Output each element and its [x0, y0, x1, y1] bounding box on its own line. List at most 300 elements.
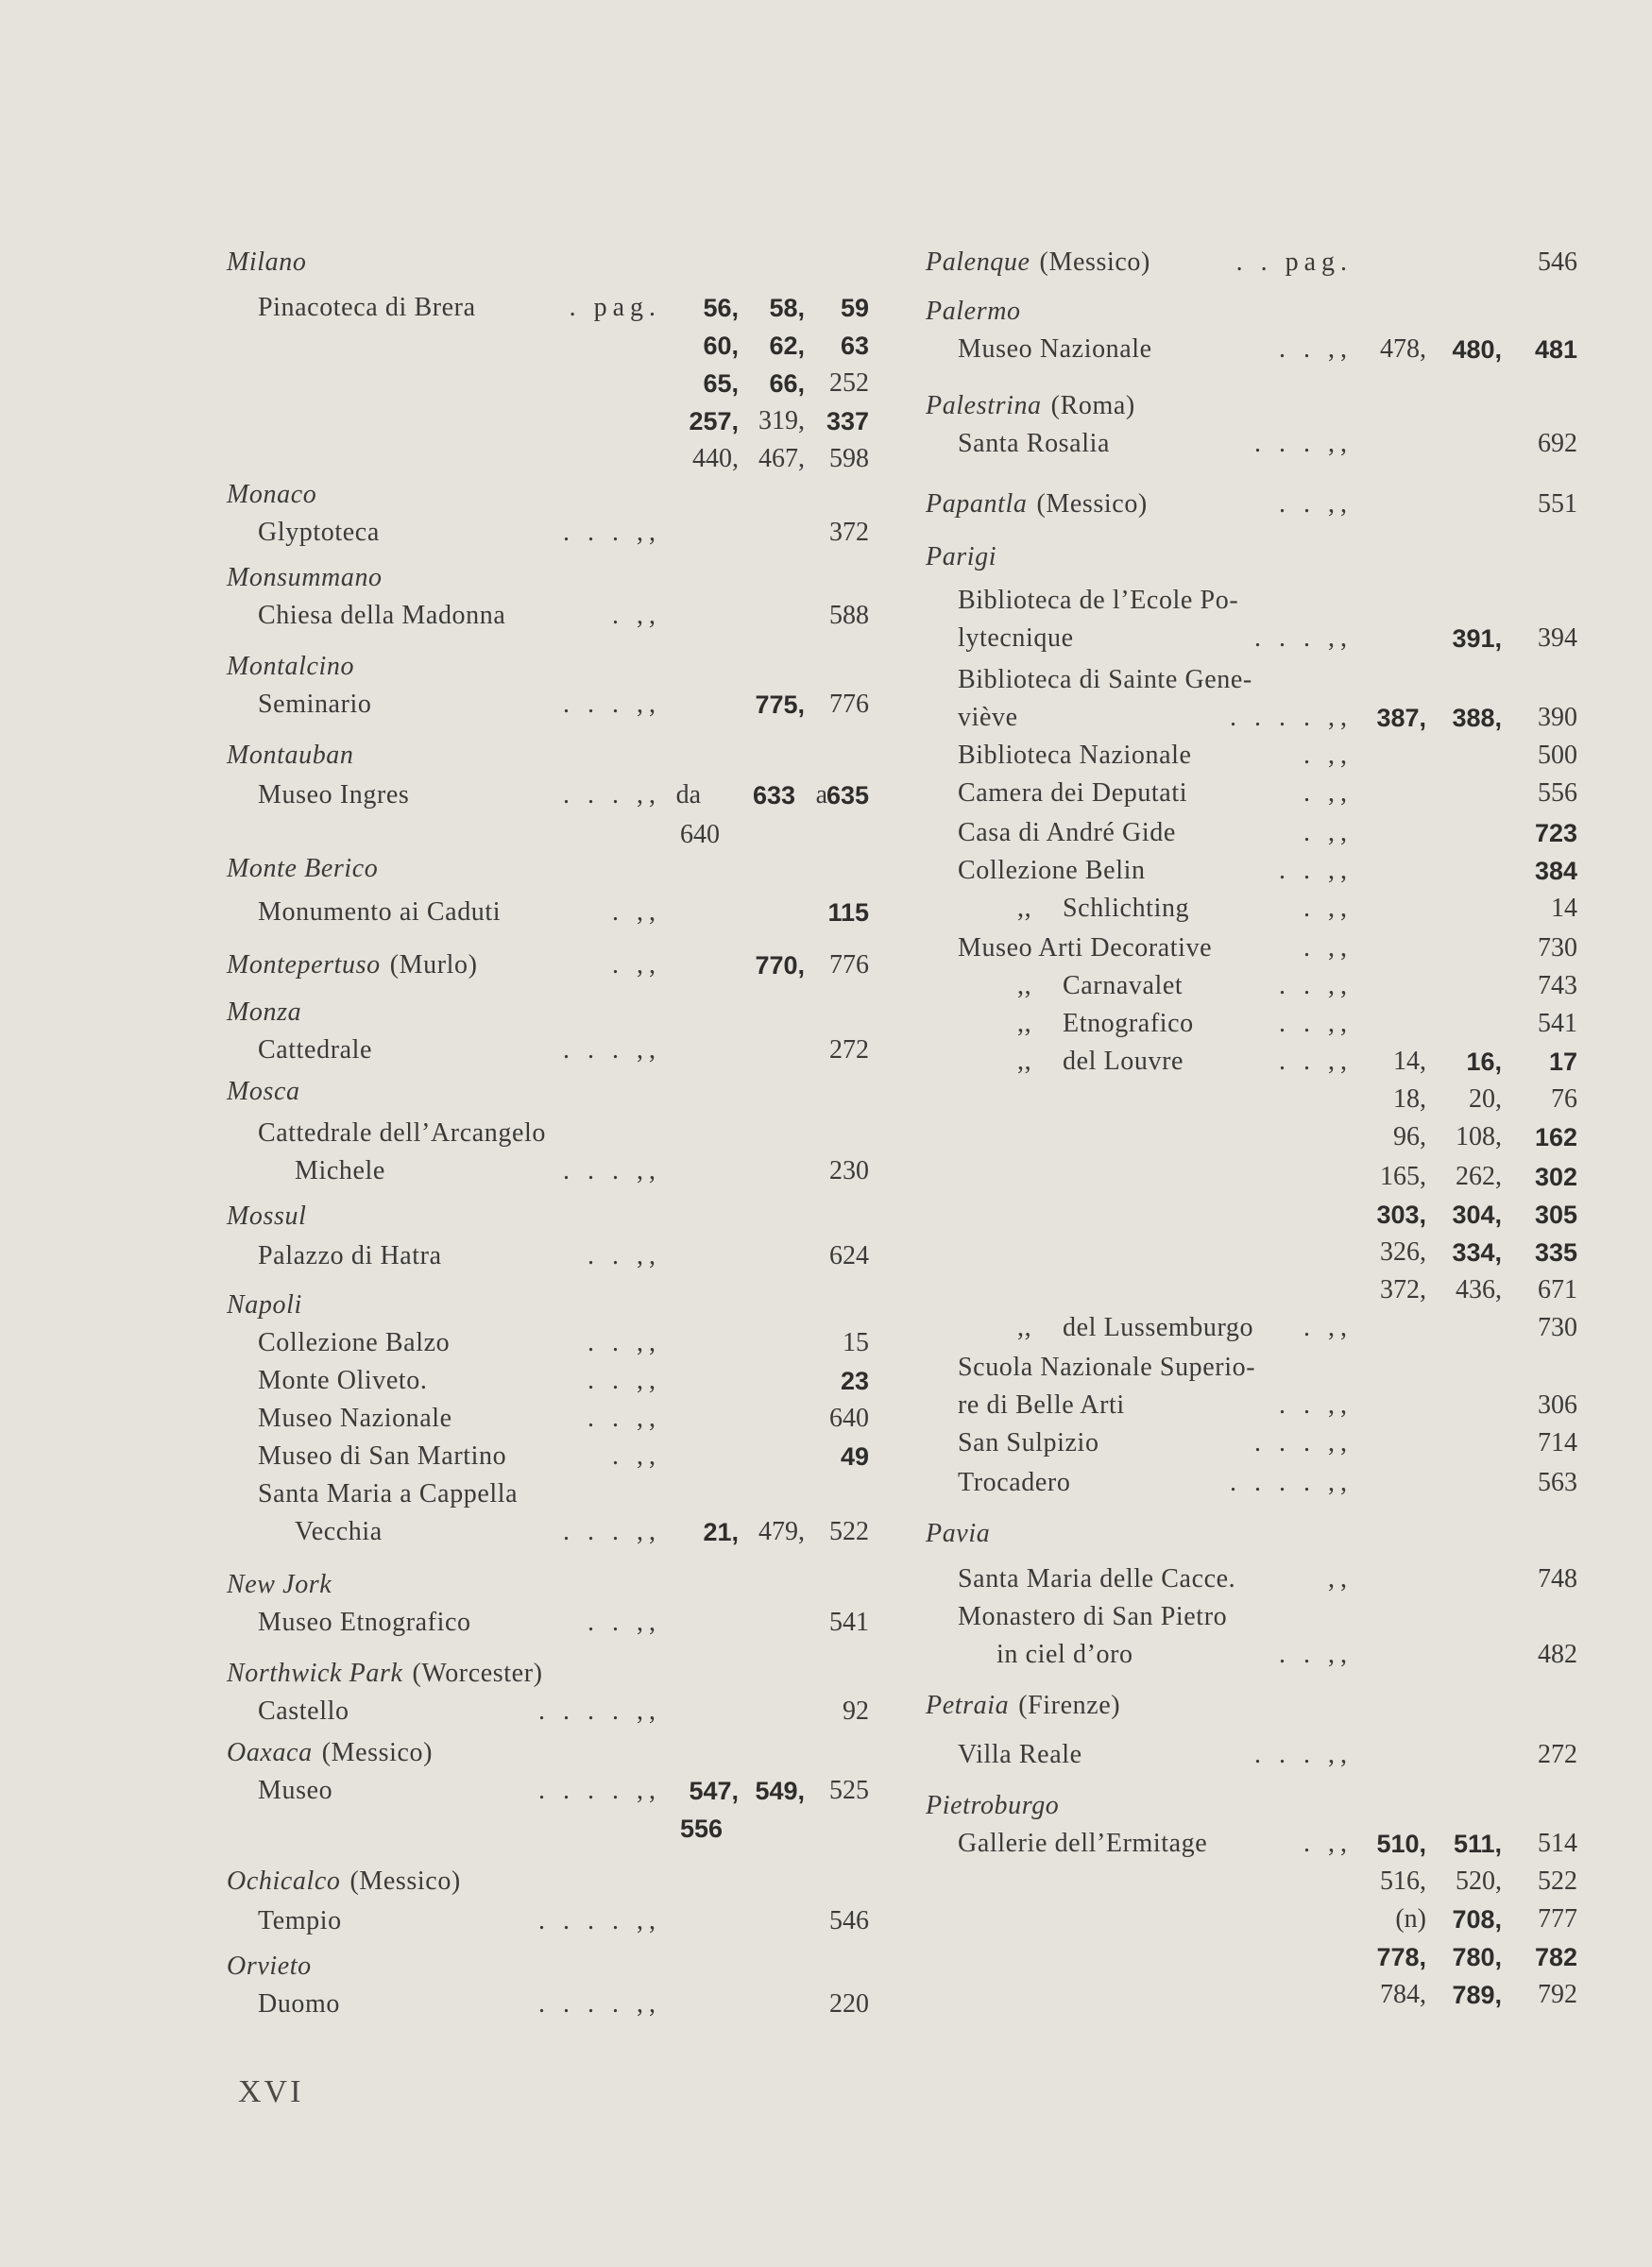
page-number: 546 — [829, 1906, 869, 1935]
entry-name: Scuola Nazionale Superio- — [958, 1353, 1256, 1382]
leader-dots: . ,, — [612, 950, 661, 980]
index-entry — [258, 289, 476, 327]
entry-name: Carnavalet — [1063, 971, 1184, 1000]
index-entry — [295, 1152, 385, 1190]
page-number: 326, — [1380, 1237, 1426, 1267]
index-entry — [958, 661, 1252, 699]
page-number: 372, — [1380, 1275, 1426, 1304]
page-number: 56, — [703, 294, 739, 322]
leader-dots: . . ,, — [1279, 1047, 1353, 1076]
index-entry — [958, 1349, 1255, 1387]
entry-name: Biblioteca de l’Ecole Po- — [958, 586, 1239, 615]
heading-name: Mosca — [227, 1077, 300, 1106]
entry-name: Santa Rosalia — [958, 429, 1110, 458]
index-entry — [958, 699, 1018, 737]
page-number: 481 — [1534, 335, 1577, 364]
index-heading — [227, 1655, 543, 1693]
page-number: 92 — [843, 1696, 869, 1726]
entry-name: Museo di San Martino — [258, 1441, 507, 1471]
index-entry — [1063, 1005, 1194, 1043]
page-number: 730 — [1538, 1313, 1577, 1342]
ditto-mark: ,, — [1017, 1009, 1032, 1038]
ditto-mark: ,, — [1017, 971, 1032, 1000]
page-number: 59 — [840, 294, 869, 322]
entry-name: Cattedrale dell’Arcangelo — [258, 1118, 546, 1148]
heading-name: Monte Berico — [227, 854, 379, 883]
page-number: 588 — [829, 601, 869, 630]
index-entry — [958, 1736, 1082, 1774]
index-heading — [227, 648, 354, 686]
page-number: 782 — [1534, 1943, 1577, 1971]
entry-name: Museo Ingres — [258, 780, 410, 810]
page-number: 23 — [840, 1367, 869, 1395]
page-number: 162 — [1534, 1123, 1577, 1151]
index-heading — [227, 244, 306, 281]
page-number: 624 — [829, 1241, 869, 1270]
page-number: 21, — [703, 1518, 739, 1546]
leader-dots: . . . . ,, — [538, 1776, 661, 1805]
heading-note: (Roma) — [1050, 391, 1135, 420]
page-number: 546 — [1538, 247, 1577, 277]
page-number: 49 — [840, 1442, 869, 1471]
page-folio: XVI — [238, 2074, 304, 2109]
heading-name: Napoli — [227, 1290, 302, 1320]
index-heading — [926, 387, 1135, 425]
leader-dots: . . . . ,, — [1230, 703, 1353, 732]
leader-dots: . . ,, — [588, 1241, 661, 1270]
entry-name: viève — [958, 703, 1018, 732]
page-number: 390 — [1538, 703, 1577, 732]
entry-name: Museo Nazionale — [958, 334, 1152, 364]
entry-name: Camera dei Deputati — [958, 778, 1188, 808]
index-heading — [926, 486, 1148, 523]
leader-dots: . . ,, — [1279, 489, 1353, 519]
index-entry — [958, 852, 1146, 890]
index-heading — [227, 994, 301, 1031]
page-number: 748 — [1538, 1564, 1577, 1594]
entry-name: Michele — [295, 1156, 385, 1185]
page-number: 479, — [758, 1517, 805, 1546]
heading-name: Monsummano — [227, 563, 383, 592]
index-entry — [958, 737, 1192, 775]
index-entry — [258, 1986, 340, 2023]
page-number: 335 — [1534, 1238, 1577, 1267]
page-number: 388, — [1452, 704, 1502, 732]
page-number: 478, — [1380, 334, 1426, 364]
leader-dots: . . ,, — [588, 1366, 661, 1395]
page-number: 770, — [755, 951, 805, 980]
page-number: 440, — [692, 444, 739, 473]
leader-dots: . . . ,, — [563, 1156, 661, 1185]
leader-dots: . pag. — [569, 293, 661, 322]
entry-name: Schlichting — [1063, 894, 1190, 923]
index-entry — [258, 894, 501, 931]
index-heading — [227, 1198, 307, 1236]
leader-dots: . . . ,, — [563, 690, 661, 719]
index-entry — [1063, 967, 1183, 1005]
index-entry — [258, 776, 409, 814]
leader-dots: . . ,, — [1279, 856, 1353, 885]
page-number: 780, — [1452, 1943, 1502, 1971]
leader-dots: . . . ,, — [563, 1035, 661, 1065]
page-number: 15 — [843, 1328, 869, 1357]
index-heading — [227, 1566, 332, 1604]
page-number: 522 — [829, 1517, 869, 1546]
heading-note: (Messico) — [349, 1866, 461, 1896]
leader-dots: . . ,, — [1279, 971, 1353, 1000]
leader-dots: . ,, — [1303, 741, 1353, 770]
entry-name: Tempio — [258, 1906, 342, 1935]
leader-dots: . . . ,, — [1254, 1428, 1353, 1457]
page-number: 62, — [769, 332, 805, 360]
entry-name: Monte Oliveto. — [258, 1366, 428, 1395]
index-entry — [258, 1604, 471, 1642]
leader-dots: . . ,, — [588, 1404, 661, 1433]
entry-name: Duomo — [258, 1989, 340, 2019]
page-number: 556 — [1538, 778, 1577, 808]
index-heading — [926, 538, 996, 576]
leader-dots: . ,, — [612, 601, 661, 630]
entry-name: Santa Maria delle Cacce. — [958, 1564, 1236, 1594]
page-number: 272 — [1538, 1740, 1577, 1769]
leader-dots: . . . . ,, — [538, 1989, 661, 2019]
page-number: 76 — [1551, 1084, 1577, 1114]
index-heading — [227, 559, 383, 597]
page-number: 394 — [1538, 623, 1577, 653]
page-number: 14, — [1393, 1047, 1426, 1076]
index-entry — [958, 1598, 1227, 1636]
page-number: 723 — [1534, 819, 1577, 847]
index-entry — [958, 620, 1074, 657]
page-number: 391, — [1452, 624, 1502, 653]
page-number: 252 — [829, 368, 869, 398]
leader-dots: . . pag. — [1235, 247, 1353, 277]
heading-name: Monza — [227, 997, 302, 1027]
leader-dots: . . ,, — [1279, 1009, 1353, 1038]
index-entry — [258, 1400, 452, 1438]
page-number: 319, — [758, 406, 805, 435]
index-entry — [258, 1902, 342, 1940]
entry-name: Collezione Belin — [958, 856, 1146, 885]
heading-name: Northwick Park — [227, 1659, 403, 1688]
heading-name: Pietroburgo — [926, 1791, 1060, 1820]
page-number: 511, — [1453, 1830, 1502, 1858]
index-heading — [227, 850, 378, 888]
index-entry — [958, 929, 1212, 967]
page-number: 743 — [1538, 971, 1577, 1000]
index-entry — [1063, 890, 1189, 928]
page-number: 692 — [1538, 429, 1577, 458]
entry-name: Glyptoteca — [258, 518, 380, 547]
leader-dots: . . ,, — [1279, 334, 1353, 364]
leader-dots: . ,, — [1303, 778, 1353, 808]
page-number: 387, — [1376, 704, 1426, 732]
heading-name: Orvieto — [227, 1952, 312, 1981]
index-heading — [926, 1515, 990, 1553]
heading-name: Ochicalco — [227, 1866, 341, 1896]
index-heading — [227, 1863, 461, 1901]
heading-name: New Jork — [227, 1570, 332, 1599]
page-number: 778, — [1376, 1943, 1426, 1971]
entry-name: Chiesa della Madonna — [258, 601, 506, 630]
ditto-mark: ,, — [1017, 1313, 1032, 1342]
page-number: 302 — [1534, 1163, 1577, 1191]
entry-name: Museo — [258, 1776, 333, 1805]
heading-name: Mossul — [227, 1202, 307, 1231]
entry-name: Etnografico — [1063, 1009, 1194, 1038]
leader-dots: . ,, — [612, 1441, 661, 1471]
entry-name: Trocadero — [958, 1468, 1071, 1497]
index-entry — [258, 1237, 442, 1275]
index-entry — [958, 582, 1238, 620]
leader-dots: . ,, — [1303, 933, 1353, 963]
index-entry — [258, 1438, 506, 1475]
index-entry — [258, 1324, 450, 1362]
page-number: 776 — [829, 950, 869, 980]
page-number: 16, — [1466, 1048, 1502, 1076]
entry-name: Museo Arti Decorative — [958, 933, 1213, 963]
entry-name: Casa di André Gide — [958, 818, 1176, 847]
entry-name: Vecchia — [295, 1517, 383, 1546]
page-number: 108, — [1456, 1122, 1502, 1151]
page-number: 547, — [689, 1777, 739, 1805]
page-number: 305 — [1534, 1201, 1577, 1229]
entry-name: Biblioteca Nazionale — [958, 741, 1192, 770]
page-number: 640 — [680, 820, 720, 849]
page-number: 776 — [829, 690, 869, 719]
page-number: 598 — [829, 444, 869, 473]
entry-name: Biblioteca di Sainte Gene- — [958, 665, 1252, 694]
page-number: 58, — [769, 294, 805, 322]
page-number: 514 — [1538, 1829, 1577, 1858]
index-heading — [227, 1948, 312, 1986]
index-entry — [958, 1387, 1125, 1424]
index-entry — [258, 686, 372, 724]
leader-dots: . ,, — [612, 897, 661, 927]
entry-name: Santa Maria a Cappella — [258, 1479, 519, 1508]
index-entry — [958, 1560, 1235, 1598]
leader-dots: . . . ,, — [563, 1517, 661, 1546]
heading-name: Petraia — [926, 1691, 1010, 1720]
index-heading — [227, 737, 354, 775]
page-number: 66, — [769, 369, 805, 398]
leader-dots: . . . ,, — [563, 780, 661, 810]
heading-name: Parigi — [926, 542, 997, 571]
page-number: 777 — [1538, 1904, 1577, 1934]
page-number: 18, — [1393, 1084, 1426, 1114]
page-number: 789, — [1452, 1981, 1502, 2009]
leader-dots: . ,, — [1303, 1829, 1353, 1858]
page-number: 220 — [829, 1989, 869, 2019]
heading-note: (Firenze) — [1018, 1691, 1121, 1720]
leader-dots: . . ,, — [588, 1608, 661, 1637]
index-entry — [258, 597, 505, 635]
index-entry — [1063, 1043, 1184, 1081]
entry-name: Collezione Balzo — [258, 1328, 451, 1357]
page-number: 467, — [758, 444, 805, 473]
heading-note: (Messico) — [1039, 247, 1150, 277]
heading-note: (Worcester) — [412, 1659, 543, 1688]
index-heading — [926, 1687, 1120, 1725]
entry-name: Seminario — [258, 690, 372, 719]
page-number: 306 — [1538, 1390, 1577, 1420]
leader-dots: ,, — [1328, 1564, 1353, 1594]
page-number: 372 — [829, 518, 869, 547]
page-number: 549, — [755, 1777, 805, 1805]
page-number: (n) — [1395, 1904, 1426, 1934]
heading-name: Montauban — [227, 741, 354, 770]
page-number: 525 — [829, 1776, 869, 1805]
entry-name: re di Belle Arti — [958, 1390, 1125, 1420]
index-entry — [958, 814, 1176, 852]
page-number: 541 — [1538, 1009, 1577, 1038]
page-number: 337 — [826, 407, 869, 435]
entry-name: Palazzo di Hatra — [258, 1241, 442, 1270]
page-number: 708, — [1452, 1905, 1502, 1934]
page-number: 262, — [1456, 1162, 1502, 1191]
heading-name: Pavia — [926, 1519, 991, 1548]
heading-name: Milano — [227, 247, 307, 277]
entry-name: Cattedrale — [258, 1035, 373, 1065]
entry-name: Monastero di San Pietro — [958, 1602, 1228, 1631]
index-entry — [258, 1115, 546, 1152]
page-number: 480, — [1452, 335, 1502, 364]
page-number: 115 — [827, 898, 869, 927]
entry-name: del Louvre — [1063, 1047, 1184, 1076]
page-number: 516, — [1380, 1866, 1426, 1896]
index-entry — [958, 331, 1152, 368]
heading-name: Montalcino — [227, 652, 355, 681]
page-number: 272 — [829, 1035, 869, 1065]
page-number: 551 — [1538, 489, 1577, 519]
leader-dots: . ,, — [1303, 1313, 1353, 1342]
page-number: 17 — [1548, 1048, 1577, 1076]
page-number: 230 — [829, 1156, 869, 1185]
page-number: da — [675, 780, 701, 810]
entry-name: Castello — [258, 1696, 349, 1726]
page-number: a — [815, 780, 827, 810]
index-heading — [926, 1787, 1059, 1825]
page-number: 384 — [1534, 857, 1577, 885]
index-entry — [295, 1513, 383, 1551]
entry-name: Monumento ai Caduti — [258, 897, 502, 927]
page-number: 522 — [1538, 1866, 1577, 1896]
entry-name: San Sulpizio — [958, 1428, 1099, 1457]
page-number: 65, — [703, 369, 739, 398]
heading-note: (Messico) — [321, 1738, 434, 1767]
index-entry — [958, 1424, 1099, 1462]
index-entry — [258, 1772, 332, 1810]
leader-dots: . . ,, — [588, 1328, 661, 1357]
page-number: 541 — [829, 1608, 869, 1637]
page-number: 500 — [1538, 741, 1577, 770]
entry-name: in ciel d’oro — [996, 1640, 1133, 1669]
index-entry — [1063, 1309, 1253, 1347]
index-entry — [258, 1693, 349, 1730]
leader-dots: . . . . ,, — [538, 1696, 661, 1726]
index-heading — [227, 1287, 302, 1324]
index-heading — [227, 476, 316, 514]
index-entry — [258, 514, 380, 552]
page-number: 635 — [826, 781, 869, 810]
heading-name: Montepertuso — [227, 950, 381, 980]
index-entry — [958, 1825, 1207, 1863]
entry-name: Museo Nazionale — [258, 1404, 452, 1433]
page-number: 436, — [1456, 1275, 1502, 1304]
index-heading — [227, 946, 478, 984]
page-number: 96, — [1393, 1122, 1426, 1151]
heading-name: Palestrina — [926, 391, 1042, 420]
leader-dots: . . . ,, — [563, 518, 661, 547]
index-entry — [258, 1362, 428, 1400]
page-number: 671 — [1538, 1275, 1577, 1304]
index-heading — [227, 1073, 300, 1111]
entry-name: Museo Etnografico — [258, 1608, 471, 1637]
leader-dots: . . . . ,, — [538, 1906, 661, 1935]
leader-dots: . ,, — [1303, 894, 1353, 923]
page-number: 714 — [1538, 1428, 1577, 1457]
page-number: 792 — [1538, 1980, 1577, 2009]
heading-name: Monaco — [227, 480, 317, 509]
entry-name: lytecnique — [958, 623, 1074, 653]
page-number: 165, — [1380, 1162, 1426, 1191]
leader-dots: . . . ,, — [1254, 623, 1353, 653]
index-entry — [996, 1636, 1133, 1674]
page-number: 60, — [703, 332, 739, 360]
page-number: 633 — [752, 781, 795, 810]
entry-name: Gallerie dell’Ermitage — [958, 1829, 1208, 1858]
page-number: 304, — [1452, 1201, 1502, 1229]
index-heading — [926, 244, 1150, 281]
page-number: 14 — [1551, 894, 1577, 923]
page-number: 520, — [1456, 1866, 1502, 1896]
leader-dots: . . . ,, — [1254, 1740, 1353, 1769]
page-number: 784, — [1380, 1980, 1426, 2009]
page-number: 303, — [1376, 1201, 1426, 1229]
heading-note: (Messico) — [1036, 489, 1148, 519]
heading-name: Palermo — [926, 297, 1021, 326]
heading-name: Papantla — [926, 489, 1028, 519]
leader-dots: . . ,, — [1279, 1390, 1353, 1420]
leader-dots: . ,, — [1303, 818, 1353, 847]
ditto-mark: ,, — [1017, 1047, 1032, 1076]
entry-name: Villa Reale — [958, 1740, 1082, 1769]
page-number: 510, — [1376, 1830, 1426, 1858]
page-number: 257, — [689, 407, 739, 435]
page-number: 556 — [680, 1815, 724, 1843]
page-number: 20, — [1469, 1084, 1502, 1114]
entry-name: del Lussemburgo — [1063, 1313, 1254, 1342]
page-number: 640 — [829, 1404, 869, 1433]
ditto-mark: ,, — [1017, 894, 1032, 923]
page-number: 775, — [755, 690, 805, 719]
page-number: 334, — [1452, 1238, 1502, 1267]
page-number: 482 — [1538, 1640, 1577, 1669]
page-number: 563 — [1538, 1468, 1577, 1497]
index-entry — [958, 775, 1187, 812]
leader-dots: . . . . ,, — [1230, 1468, 1353, 1497]
page-number: 63 — [840, 332, 869, 360]
entry-name: Pinacoteca di Brera — [258, 293, 476, 322]
leader-dots: . . . ,, — [1254, 429, 1353, 458]
index-entry — [258, 1031, 372, 1069]
leader-dots: . . ,, — [1279, 1640, 1353, 1669]
index-entry — [958, 1464, 1070, 1502]
page-number: 730 — [1538, 933, 1577, 963]
heading-note: (Murlo) — [389, 950, 478, 980]
index-heading — [926, 293, 1021, 331]
heading-name: Oaxaca — [227, 1738, 313, 1767]
